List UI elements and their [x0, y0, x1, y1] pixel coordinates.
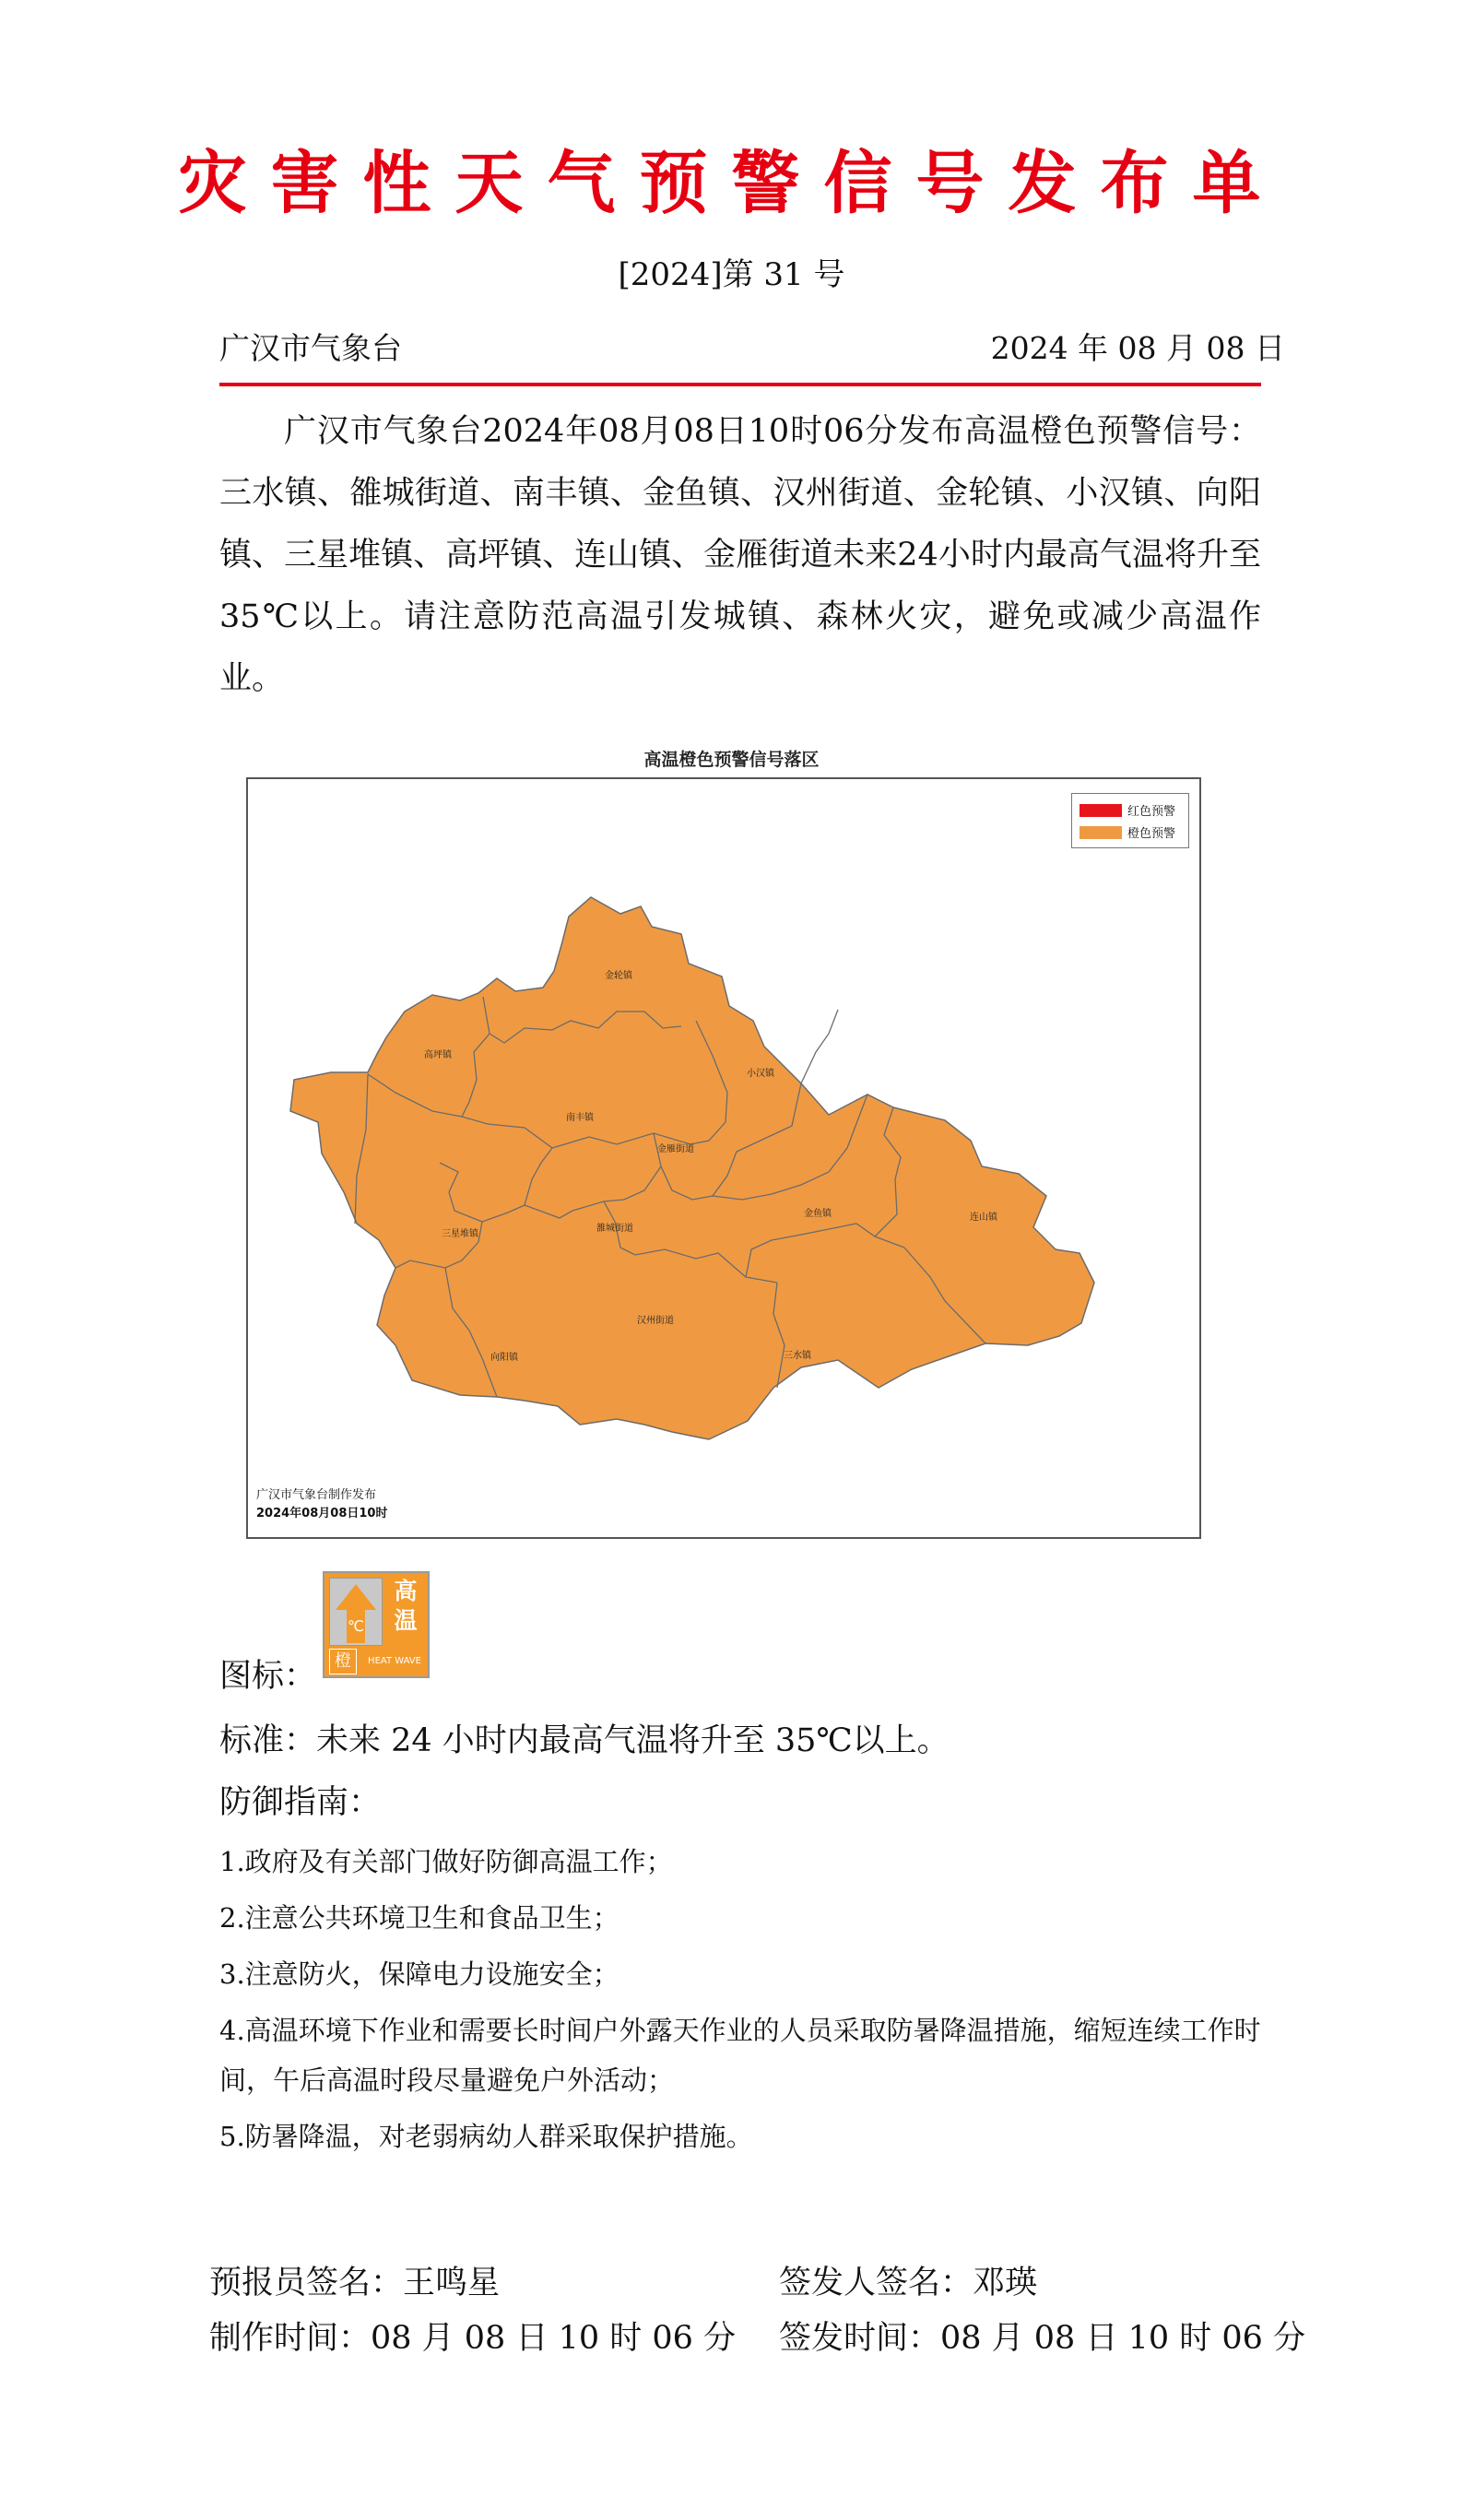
town-label: 高坪镇 — [424, 1050, 452, 1060]
icon-char: 温 — [394, 1607, 418, 1634]
issuer-signature: 签发人签名：邓瑛 — [779, 2265, 1038, 2301]
map-svg — [248, 779, 1199, 1537]
made-time: 制作时间：08 月 08 日 10 时 06 分 — [209, 2320, 737, 2357]
document-title: 灾害性天气预警信号发布单 — [178, 144, 1285, 223]
forecaster-signature: 预报员签名：王鸣星 — [209, 2265, 501, 2301]
legend-swatch-red — [1080, 804, 1122, 817]
warning-paragraph: 广汉市气象台2024年08月08日10时06分发布高温橙色预警信号：三水镇、雒城街道、南丰镇、金鱼镇、汉州街道、金轮镇、小汉镇、向阳镇、三星堆镇、高坪镇、连山镇、金雁街道未来24小时内最高气温将升至35℃以上。请注意防范高温引发城镇、森林火灾，避免或减少高温作业。 — [219, 413, 1261, 697]
legend-item-orange — [1080, 823, 1175, 841]
heat-wave-caption: HEAT WAVE — [368, 1656, 421, 1666]
town-label: 三星堆镇 — [442, 1229, 478, 1239]
guidance-item: 2.注意公共环境卫生和食品卫生； — [219, 1902, 619, 1934]
thermometer-panel — [329, 1578, 383, 1646]
red-divider — [219, 383, 1261, 386]
guidance-item: 4.高温环境下作业和需要长时间户外露天作业的人员采取防暑降温措施，缩短连续工作时间，午后高温时段尽量避免户外活动； — [219, 2015, 1261, 2096]
town-label: 金轮镇 — [605, 971, 632, 981]
map-credit-line: 广汉市气象台制作发布 — [256, 1488, 377, 1502]
issuer-name: 广汉市气象台 — [219, 330, 402, 366]
town-label: 南丰镇 — [566, 1113, 594, 1123]
issue-date: 2024 年 08 月 08 日 — [990, 330, 1285, 366]
town-border — [801, 1010, 838, 1083]
town-label: 雒城街道 — [596, 1224, 633, 1234]
map-title: 高温橙色预警信号落区 — [643, 750, 820, 770]
heat-wave-warning-icon — [323, 1571, 430, 1678]
map-credit — [256, 1486, 387, 1523]
icon-chars — [385, 1577, 426, 1636]
county-area — [290, 897, 1094, 1439]
town-label: 小汉镇 — [747, 1069, 774, 1079]
guidance-item: 3.注意防火，保障电力设施安全； — [219, 1958, 619, 1990]
town-label: 连山镇 — [970, 1213, 997, 1223]
guidance-heading: 防御指南： — [219, 1784, 382, 1821]
document-number: [2024]第 31 号 — [618, 256, 845, 293]
up-arrow-icon — [330, 1579, 382, 1645]
icon-char: 高 — [394, 1578, 418, 1604]
legend-label: 橙色预警 — [1127, 827, 1176, 841]
county-outline — [290, 897, 1094, 1439]
issued-time: 签发时间：08 月 08 日 10 时 06 分 — [779, 2320, 1306, 2357]
guidance-item: 1.政府及有关部门做好防御高温工作； — [219, 1846, 673, 1877]
map-credit-line: 2024年08月08日10时 — [256, 1507, 388, 1520]
legend-label: 红色预警 — [1127, 805, 1176, 819]
warning-level-badge: 橙 — [329, 1649, 357, 1674]
guidance-item: 5.防暑降温，对老弱病幼人群采取保护措施。 — [219, 2121, 753, 2152]
legend-item-red — [1080, 801, 1175, 819]
warning-map — [246, 777, 1201, 1539]
town-label: 向阳镇 — [490, 1353, 518, 1363]
warning-standard: 标准：未来 24 小时内最高气温将升至 35℃以上。 — [219, 1722, 950, 1759]
legend-swatch-orange — [1080, 826, 1122, 839]
map-legend — [1071, 793, 1189, 848]
icon-label: 图标： — [219, 1658, 317, 1695]
town-label: 金雁街道 — [657, 1144, 694, 1154]
town-label: 金鱼镇 — [804, 1209, 832, 1219]
town-label: 汉州街道 — [637, 1316, 674, 1326]
town-label: 三水镇 — [784, 1351, 811, 1361]
celsius-unit: ℃ — [348, 1617, 364, 1635]
